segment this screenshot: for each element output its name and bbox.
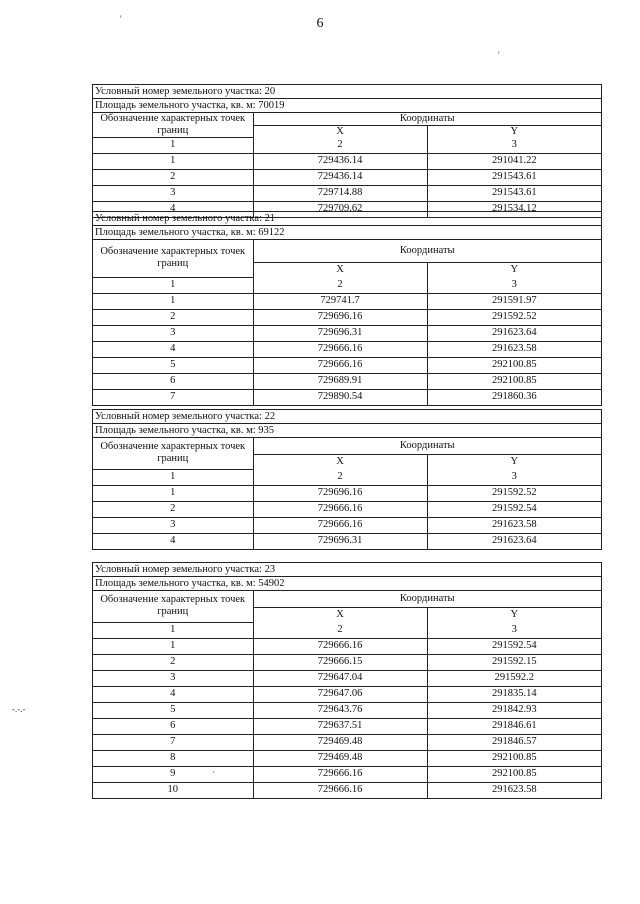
y-value: 291842.93 [427, 702, 601, 718]
x-value: 729689.91 [253, 373, 427, 389]
plot-number-label: Условный номер земельного участка: 23 [93, 563, 601, 577]
table-row [93, 501, 601, 517]
point-number: 6 [93, 373, 253, 389]
y-value: 291860.36 [427, 389, 601, 405]
coordinates-table [93, 240, 601, 405]
y-value: 291592.54 [427, 638, 601, 654]
x-value: 729637.51 [253, 718, 427, 734]
x-value: 729436.14 [253, 170, 427, 186]
point-number: 3 [93, 517, 253, 533]
y-value: 291623.58 [427, 341, 601, 357]
point-designation-header: Обозначение характерных точек границ [93, 113, 253, 138]
plot-number-label: Условный номер земельного участка: 21 [93, 212, 601, 226]
coordinates-table [93, 591, 601, 798]
table-row [93, 654, 601, 670]
coordinates-header: Координаты [253, 438, 601, 455]
column-number: 3 [427, 469, 601, 485]
scan-speck: ' [120, 14, 122, 24]
point-number: 7 [93, 734, 253, 750]
x-value: 729647.04 [253, 670, 427, 686]
x-value: 729436.14 [253, 154, 427, 170]
y-value: 291592.54 [427, 501, 601, 517]
scan-speck: -.-.- [12, 704, 26, 714]
x-value: 729714.88 [253, 186, 427, 202]
x-value: 729647.06 [253, 686, 427, 702]
y-value: 292100.85 [427, 357, 601, 373]
x-header: X [253, 263, 427, 278]
column-number: 1 [93, 138, 253, 154]
x-value: 729469.48 [253, 750, 427, 766]
point-designation-header: Обозначение характерных точек границ [93, 591, 253, 622]
table-row [93, 702, 601, 718]
column-number-row [93, 277, 601, 293]
scan-speck: ' [498, 50, 500, 60]
plot-block-20 [92, 84, 602, 218]
plot-block-21 [92, 211, 602, 406]
x-value: 729696.31 [253, 325, 427, 341]
plot-area-label: Площадь земельного участка, кв. м: 70019 [93, 99, 601, 113]
x-value: 729741.7 [253, 293, 427, 309]
column-number: 2 [253, 622, 427, 638]
point-number: 4 [93, 202, 253, 218]
plot-number-label: Условный номер земельного участка: 22 [93, 410, 601, 424]
table-row [93, 325, 601, 341]
point-number: 7 [93, 389, 253, 405]
x-value: 729666.16 [253, 517, 427, 533]
table-row [93, 293, 601, 309]
point-number: 5 [93, 702, 253, 718]
point-number: 1 [93, 293, 253, 309]
coordinates-header: Координаты [253, 240, 601, 263]
table-row [93, 766, 601, 782]
x-value: 729666.15 [253, 654, 427, 670]
plot-block-23 [92, 562, 602, 799]
column-number: 2 [253, 277, 427, 293]
point-number: 2 [93, 170, 253, 186]
table-row [93, 341, 601, 357]
coordinates-header: Координаты [253, 591, 601, 608]
point-number: 1 [93, 485, 253, 501]
x-value: 729709.62 [253, 202, 427, 218]
point-number: 3 [93, 670, 253, 686]
table-row [93, 373, 601, 389]
point-number: 2 [93, 309, 253, 325]
x-value: 729666.16 [253, 766, 427, 782]
column-number-row [93, 469, 601, 485]
x-header: X [253, 455, 427, 470]
point-designation-header: Обозначение характерных точек границ [93, 438, 253, 469]
x-value: 729696.31 [253, 533, 427, 549]
y-value: 291543.61 [427, 186, 601, 202]
point-number: 2 [93, 654, 253, 670]
y-header: Y [427, 263, 601, 278]
y-value: 291592.52 [427, 485, 601, 501]
y-value: 291592.52 [427, 309, 601, 325]
table-row [93, 309, 601, 325]
table-row [93, 718, 601, 734]
table-row [93, 170, 601, 186]
point-number: 6 [93, 718, 253, 734]
y-header: Y [427, 455, 601, 470]
y-value: 291534.12 [427, 202, 601, 218]
x-value: 729666.16 [253, 782, 427, 798]
point-number: 5 [93, 357, 253, 373]
column-number: 3 [427, 622, 601, 638]
column-number: 1 [93, 277, 253, 293]
coordinates-table [93, 438, 601, 549]
table-row [93, 154, 601, 170]
y-value: 292100.85 [427, 373, 601, 389]
point-number: 3 [93, 186, 253, 202]
y-value: 291592.15 [427, 654, 601, 670]
point-number: 4 [93, 341, 253, 357]
point-number: 1 [93, 154, 253, 170]
y-value: 291623.58 [427, 517, 601, 533]
y-value: 291835.14 [427, 686, 601, 702]
plot-area-label: Площадь земельного участка, кв. м: 54902 [93, 577, 601, 591]
table-row [93, 670, 601, 686]
x-value: 729666.16 [253, 341, 427, 357]
table-row [93, 750, 601, 766]
y-header: Y [427, 608, 601, 623]
table-row [93, 186, 601, 202]
table-row [93, 782, 601, 798]
y-value: 291846.57 [427, 734, 601, 750]
table-row [93, 357, 601, 373]
plot-area-label: Площадь земельного участка, кв. м: 935 [93, 424, 601, 438]
table-row [93, 734, 601, 750]
point-number: 9 [93, 766, 253, 782]
plot-area-label: Площадь земельного участка, кв. м: 69122 [93, 226, 601, 240]
y-value: 291623.58 [427, 782, 601, 798]
column-number-row [93, 622, 601, 638]
table-row [93, 389, 601, 405]
y-value: 291846.61 [427, 718, 601, 734]
point-number: 3 [93, 325, 253, 341]
column-number: 3 [427, 138, 601, 154]
table-row [93, 533, 601, 549]
point-number: 1 [93, 638, 253, 654]
x-value: 729890.54 [253, 389, 427, 405]
y-value: 291592.2 [427, 670, 601, 686]
column-number: 1 [93, 469, 253, 485]
y-value: 291623.64 [427, 325, 601, 341]
plot-number-label: Условный номер земельного участка: 20 [93, 85, 601, 99]
x-value: 729666.16 [253, 638, 427, 654]
plot-block-22 [92, 409, 602, 550]
y-value: 291041.22 [427, 154, 601, 170]
table-row [93, 638, 601, 654]
coordinates-table [93, 113, 601, 217]
y-value: 292100.85 [427, 766, 601, 782]
point-number: 10 [93, 782, 253, 798]
x-header: X [253, 126, 427, 138]
page-number: 6 [316, 16, 324, 31]
x-value: 729469.48 [253, 734, 427, 750]
column-number: 1 [93, 622, 253, 638]
x-value: 729696.16 [253, 485, 427, 501]
column-number: 2 [253, 469, 427, 485]
column-number-row [93, 138, 601, 154]
column-number: 3 [427, 277, 601, 293]
y-value: 291623.64 [427, 533, 601, 549]
table-row [93, 686, 601, 702]
y-value: 291543.61 [427, 170, 601, 186]
x-value: 729666.16 [253, 357, 427, 373]
point-number: 4 [93, 533, 253, 549]
x-value: 729696.16 [253, 309, 427, 325]
x-header: X [253, 608, 427, 623]
y-value: 291591.97 [427, 293, 601, 309]
y-header: Y [427, 126, 601, 138]
point-number: 8 [93, 750, 253, 766]
y-value: 292100.85 [427, 750, 601, 766]
point-number: 2 [93, 501, 253, 517]
scan-speck: ` [212, 770, 215, 780]
coordinates-header: Координаты [253, 113, 601, 126]
point-designation-header: Обозначение характерных точек границ [93, 240, 253, 277]
x-value: 729643.76 [253, 702, 427, 718]
point-number: 4 [93, 686, 253, 702]
table-row [93, 485, 601, 501]
x-value: 729666.16 [253, 501, 427, 517]
column-number: 2 [253, 138, 427, 154]
table-row [93, 517, 601, 533]
